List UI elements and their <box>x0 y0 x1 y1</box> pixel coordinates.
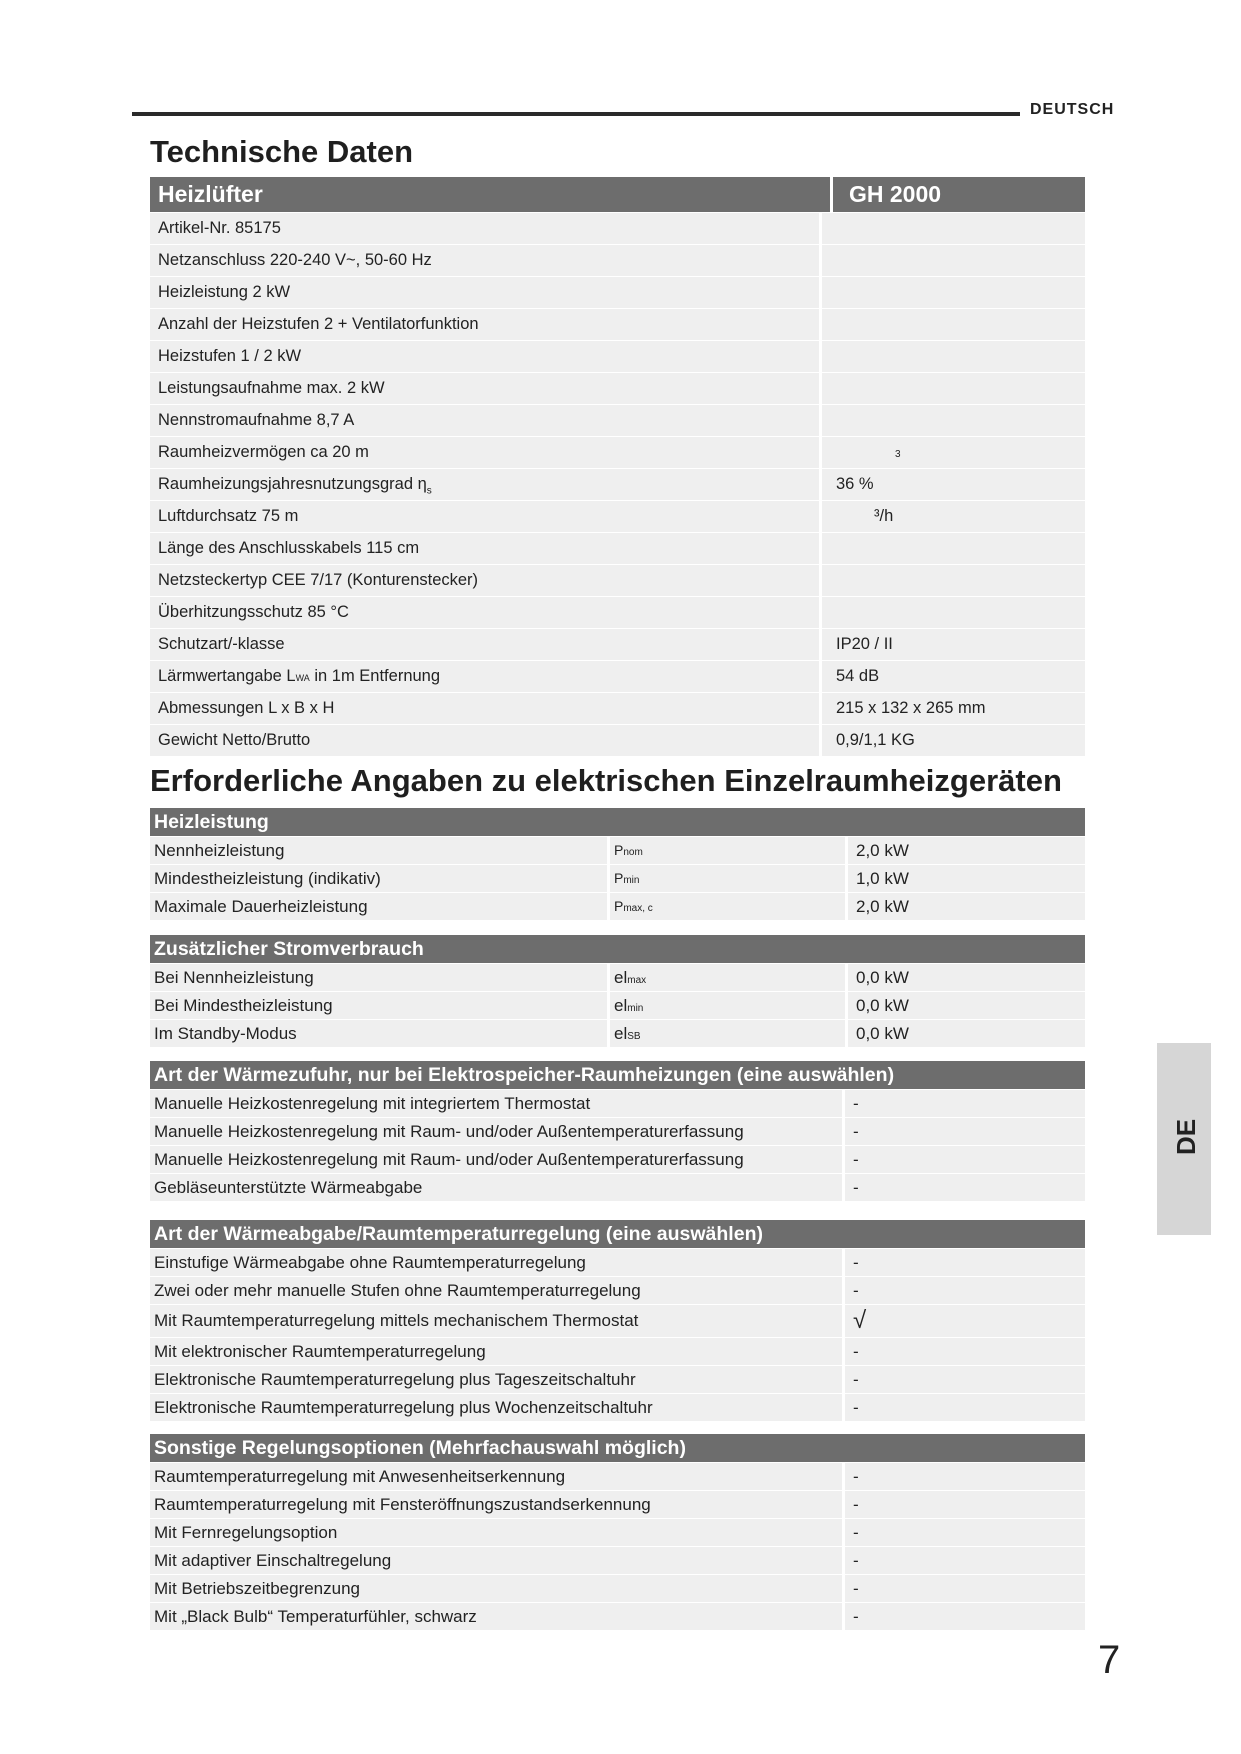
table-row <box>150 628 1085 660</box>
tech-table-header <box>150 177 1085 212</box>
table-row <box>150 1574 1085 1602</box>
row-label: Elektronische Raumtemperaturregelung plus Tageszeitschaltuhr <box>150 1366 845 1393</box>
row-value: 54 dB <box>822 661 1085 692</box>
row-value <box>822 501 1085 532</box>
table-row <box>150 1276 1085 1304</box>
table-row <box>150 1248 1085 1276</box>
section-header: Heizleistung <box>150 808 1085 836</box>
table-row <box>150 1089 1085 1117</box>
language-label: DEUTSCH <box>1030 101 1115 118</box>
row-value <box>822 213 1085 244</box>
row-value: - <box>845 1174 1085 1201</box>
row-label: Maximale Dauerheizleistung <box>150 893 610 920</box>
row-value: - <box>845 1394 1085 1421</box>
table-row <box>150 244 1085 276</box>
row-value: 0,9/1,1 KG <box>822 725 1085 756</box>
row-value <box>822 405 1085 436</box>
section-waermezufuhr <box>150 1061 1085 1201</box>
row-label: Manuelle Heizkostenregelung mit Raum- und/oder Außentemperaturerfassung <box>150 1146 845 1173</box>
row-value <box>822 373 1085 404</box>
row-value: - <box>845 1249 1085 1276</box>
row-label: Netzsteckertyp CEE 7/17 (Konturenstecker) <box>150 565 822 596</box>
tech-table <box>150 177 1085 756</box>
table-row <box>150 692 1085 724</box>
row-label <box>150 661 822 692</box>
row-value: 0,0 kW <box>848 964 1085 991</box>
row-label: Heizstufen 1 / 2 kW <box>150 341 822 372</box>
table-row <box>150 1117 1085 1145</box>
row-label: Überhitzungsschutz 85 °C <box>150 597 822 628</box>
row-value <box>822 597 1085 628</box>
row-value: - <box>845 1277 1085 1304</box>
side-tab-label: DE <box>1171 1118 1201 1155</box>
row-value <box>822 245 1085 276</box>
row-label: Raumtemperaturregelung mit Anwesenheitserkennung <box>150 1463 845 1490</box>
row-label: Gebläseunterstützte Wärmeabgabe <box>150 1174 845 1201</box>
section-sonstige <box>150 1434 1085 1630</box>
row-value <box>822 309 1085 340</box>
tech-col1: Heizlüfter <box>150 177 833 212</box>
table-row <box>150 372 1085 404</box>
row-label: Länge des Anschlusskabels 115 cm <box>150 533 822 564</box>
row-value: 2,0 kW <box>848 837 1085 864</box>
table-row <box>150 596 1085 628</box>
symbol: el <box>614 996 628 1015</box>
table-row <box>150 436 1085 468</box>
table-row <box>150 864 1085 892</box>
row-label: Nennstromaufnahme 8,7 A <box>150 405 822 436</box>
row-value: - <box>845 1090 1085 1117</box>
row-label <box>150 469 822 500</box>
table-row <box>150 1304 1085 1337</box>
lwa-rest: in 1m Entfernung <box>314 667 441 685</box>
row-symbol <box>610 1020 848 1047</box>
row-value: 215 x 132 x 265 mm <box>822 693 1085 724</box>
row-value <box>822 277 1085 308</box>
row-value <box>822 341 1085 372</box>
row-value <box>822 565 1085 596</box>
table-row <box>150 468 1085 500</box>
row-value: - <box>845 1463 1085 1490</box>
row-value <box>822 437 1085 468</box>
table-row <box>150 1337 1085 1365</box>
section-heizleistung <box>150 808 1085 920</box>
row-symbol <box>610 865 848 892</box>
symbol-sub: min <box>623 875 640 886</box>
row-label: Bei Nennheizleistung <box>150 964 610 991</box>
row-label: Artikel-Nr. 85175 <box>150 213 822 244</box>
table-row <box>150 404 1085 436</box>
row-symbol <box>610 837 848 864</box>
row-label: Abmessungen L x B x H <box>150 693 822 724</box>
row-label-text: Lärmwertangabe L <box>158 667 296 685</box>
row-label: Manuelle Heizkostenregelung mit integriertem Thermostat <box>150 1090 845 1117</box>
row-label: Raumtemperaturregelung mit Fensteröffnungszustandserkennung <box>150 1491 845 1518</box>
table-row <box>150 212 1085 244</box>
table-row <box>150 276 1085 308</box>
row-label: Mit elektronischer Raumtemperaturregelung <box>150 1338 845 1365</box>
table-row <box>150 1546 1085 1574</box>
section-header: Zusätzlicher Stromverbrauch <box>150 935 1085 963</box>
row-label: Schutzart/-klasse <box>150 629 822 660</box>
table-row <box>150 564 1085 596</box>
row-value: 0,0 kW <box>848 992 1085 1019</box>
row-label: Luftdurchsatz 75 m <box>150 501 822 532</box>
erp-title: Erforderliche Angaben zu elektrischen Einzelraumheizgeräten <box>150 763 1062 798</box>
row-label: Heizleistung 2 kW <box>150 277 822 308</box>
table-row <box>150 1490 1085 1518</box>
tech-col2: GH 2000 <box>849 181 942 207</box>
table-row <box>150 836 1085 864</box>
row-value: - <box>845 1366 1085 1393</box>
symbol: el <box>614 1024 628 1043</box>
table-row <box>150 660 1085 692</box>
symbol-sub: min <box>627 1003 644 1014</box>
row-label-text: Raumheizungsjahresnutzungsgrad η <box>158 475 427 493</box>
table-row <box>150 892 1085 920</box>
table-row <box>150 1019 1085 1047</box>
table-row <box>150 532 1085 564</box>
row-value: 0,0 kW <box>848 1020 1085 1047</box>
table-row <box>150 1145 1085 1173</box>
eta-subscript: s <box>426 485 432 497</box>
row-label: Mit Betriebszeitbegrenzung <box>150 1575 845 1602</box>
row-label: Bei Mindestheizleistung <box>150 992 610 1019</box>
row-label: Leistungsaufnahme max. 2 kW <box>150 373 822 404</box>
symbol: P <box>614 842 624 858</box>
row-label: Gewicht Netto/Brutto <box>150 725 822 756</box>
table-row <box>150 1518 1085 1546</box>
table-row <box>150 991 1085 1019</box>
symbol-sub: SB <box>627 1031 641 1042</box>
row-label: Elektronische Raumtemperaturregelung plus Wochenzeitschaltuhr <box>150 1394 845 1421</box>
symbol: P <box>614 870 624 886</box>
row-label: Anzahl der Heizstufen 2 + Ventilatorfunktion <box>150 309 822 340</box>
row-value: - <box>845 1118 1085 1145</box>
symbol: P <box>614 898 624 914</box>
row-value: - <box>845 1491 1085 1518</box>
table-row <box>150 1365 1085 1393</box>
row-value-text: ³/h <box>874 507 894 525</box>
table-row <box>150 308 1085 340</box>
row-value: 2,0 kW <box>848 893 1085 920</box>
table-row <box>150 1393 1085 1421</box>
row-value <box>822 533 1085 564</box>
symbol-sub: nom <box>623 847 643 858</box>
row-value: - <box>845 1519 1085 1546</box>
row-value: 1,0 kW <box>848 865 1085 892</box>
row-label: Mindestheizleistung (indikativ) <box>150 865 610 892</box>
superscript-3: 3 <box>895 449 901 460</box>
row-symbol <box>610 964 848 991</box>
table-row <box>150 1602 1085 1630</box>
row-symbol <box>610 992 848 1019</box>
row-label: Einstufige Wärmeabgabe ohne Raumtemperaturregelung <box>150 1249 845 1276</box>
section-header: Art der Wärmeabgabe/Raumtemperaturregelung (eine auswählen) <box>150 1220 1085 1248</box>
row-label: Mit adaptiver Einschaltregelung <box>150 1547 845 1574</box>
table-row <box>150 724 1085 756</box>
row-value: IP20 / II <box>822 629 1085 660</box>
row-label: Raumheizvermögen ca 20 m <box>150 437 822 468</box>
symbol: el <box>614 968 628 987</box>
table-row <box>150 963 1085 991</box>
row-value: - <box>845 1146 1085 1173</box>
section-header: Sonstige Regelungsoptionen (Mehrfachauswahl möglich) <box>150 1434 1085 1462</box>
table-row <box>150 1462 1085 1490</box>
row-value: - <box>845 1603 1085 1630</box>
check-mark-icon: √ <box>845 1305 1085 1337</box>
row-label: Im Standby-Modus <box>150 1020 610 1047</box>
page-number: 7 <box>1098 1638 1121 1682</box>
row-label: Manuelle Heizkostenregelung mit Raum- und/oder Außentemperaturerfassung <box>150 1118 845 1145</box>
symbol-sub: max, c <box>623 903 653 914</box>
table-row <box>150 1173 1085 1201</box>
row-label: Mit Raumtemperaturregelung mittels mechanischem Thermostat <box>150 1305 845 1337</box>
table-row <box>150 340 1085 372</box>
header-rule <box>132 112 1020 116</box>
table-row <box>150 500 1085 532</box>
language-side-tab <box>1157 1043 1211 1235</box>
row-label: Zwei oder mehr manuelle Stufen ohne Raumtemperaturregelung <box>150 1277 845 1304</box>
row-label: Mit Fernregelungsoption <box>150 1519 845 1546</box>
row-value: - <box>845 1338 1085 1365</box>
row-value: - <box>845 1547 1085 1574</box>
row-symbol <box>610 893 848 920</box>
row-label: Mit „Black Bulb“ Temperaturfühler, schwarz <box>150 1603 845 1630</box>
row-label: Netzanschluss 220-240 V~, 50-60 Hz <box>150 245 822 276</box>
symbol-sub: max <box>627 975 647 986</box>
section-stromverbrauch <box>150 935 1085 1047</box>
section-header: Art der Wärmezufuhr, nur bei Elektrospeicher-Raumheizungen (eine auswählen) <box>150 1061 1085 1089</box>
tech-title: Technische Daten <box>150 134 414 169</box>
section-waermeabgabe <box>150 1220 1085 1421</box>
row-value: 36 % <box>822 469 1085 500</box>
lwa-subscript: WA <box>295 673 310 683</box>
row-label: Nennheizleistung <box>150 837 610 864</box>
row-value: - <box>845 1575 1085 1602</box>
